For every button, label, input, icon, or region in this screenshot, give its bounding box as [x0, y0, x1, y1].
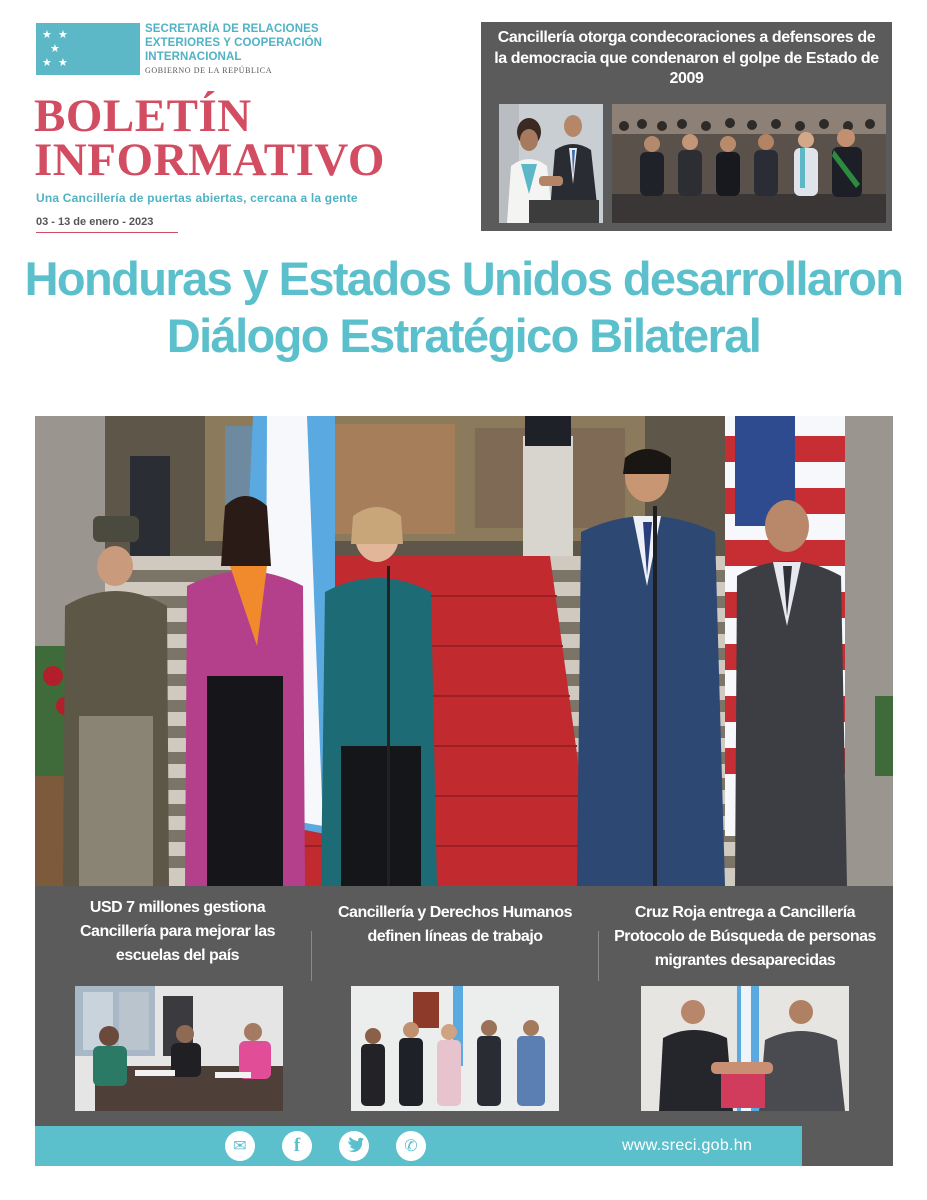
- star-icon: ★: [42, 28, 52, 41]
- phone-icon[interactable]: ✆: [396, 1131, 426, 1161]
- star-icon: ★: [58, 56, 68, 69]
- column-divider: [598, 931, 599, 981]
- story-human-rights-headline[interactable]: Cancillería y Derechos Humanos definen líneas de trabajo: [338, 904, 572, 945]
- top-story-panel[interactable]: [481, 22, 892, 231]
- bulletin-title-line2: INFORMATIVO: [34, 134, 385, 186]
- secondary-stories-panel: [35, 886, 893, 1166]
- story-schools-photo[interactable]: [75, 986, 283, 1111]
- column-divider: [311, 931, 312, 981]
- star-icon: ★: [58, 28, 68, 41]
- organization-name: SECRETARÍA DE RELACIONES EXTERIORES Y COOPERACIÓN INTERNACIONAL: [145, 23, 323, 63]
- story-human-rights-photo[interactable]: [351, 986, 559, 1111]
- story-red-cross-headline[interactable]: Cruz Roja entrega a Cancillería Protocolo de Búsqueda de personas migrantes desaparecidas: [614, 904, 876, 969]
- sreci-logo: [36, 23, 140, 75]
- footer-bar: [35, 1126, 802, 1166]
- logo-letter: H: [100, 25, 132, 72]
- main-story-photo[interactable]: [35, 416, 893, 886]
- star-icon: ★: [42, 56, 52, 69]
- story-red-cross-photo[interactable]: [641, 986, 849, 1111]
- story-schools-headline[interactable]: USD 7 millones gestiona Cancillería para mejorar las escuelas del país: [80, 899, 275, 964]
- date-divider: [36, 232, 178, 233]
- bulletin-title-line1: BOLETÍN: [34, 90, 252, 142]
- facebook-icon[interactable]: f: [282, 1131, 312, 1161]
- top-story-photo-handshake[interactable]: [499, 104, 603, 223]
- star-icon: ★: [50, 42, 60, 55]
- top-story-photo-ceremony[interactable]: [612, 104, 886, 223]
- bulletin-title: [34, 90, 474, 186]
- government-label: GOBIERNO DE LA REPÚBLICA: [145, 66, 273, 75]
- twitter-icon[interactable]: [339, 1131, 369, 1161]
- website-link[interactable]: www.sreci.gob.hn: [622, 1137, 753, 1154]
- main-headline[interactable]: Honduras y Estados Unidos desarrollaron Diálogo Estratégico Bilateral: [24, 252, 903, 362]
- top-story-headline[interactable]: Cancillería otorga condecoraciones a defensores de la democracia que condenaron el golpe de Estado de 2009: [494, 29, 879, 87]
- edition-date: 03 - 13 de enero - 2023: [36, 216, 154, 228]
- mail-icon[interactable]: ✉: [225, 1131, 255, 1161]
- tagline: Una Cancillería de puertas abiertas, cercana a la gente: [36, 191, 358, 205]
